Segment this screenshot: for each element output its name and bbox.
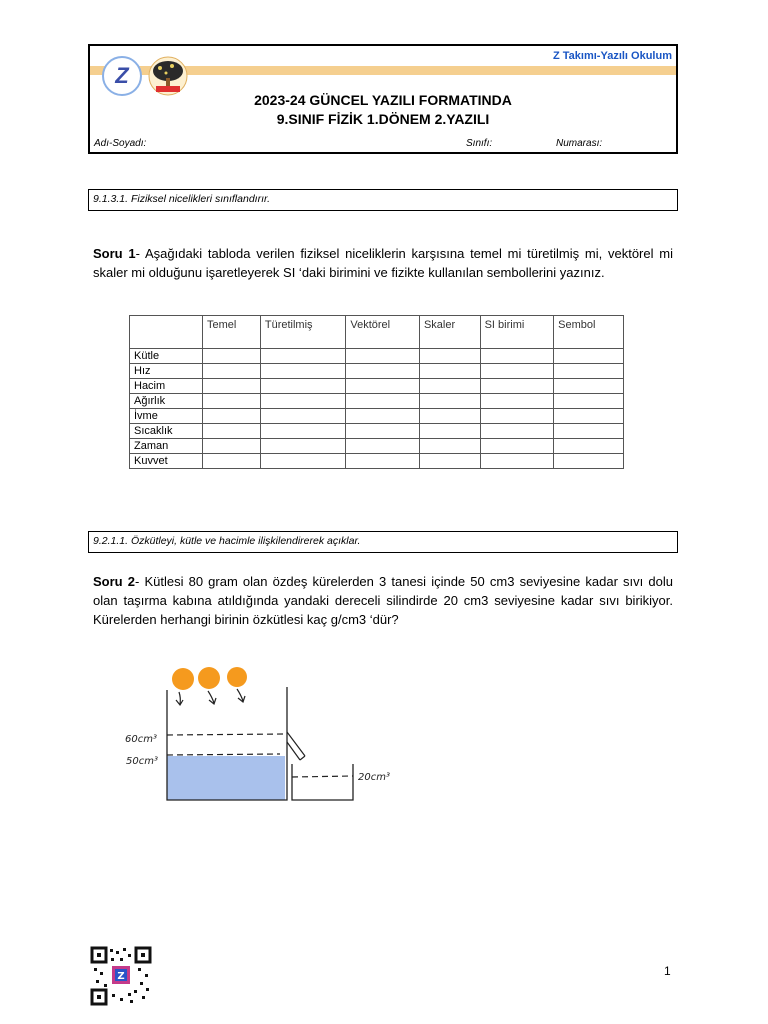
exam-title-line1: 2023-24 GÜNCEL YAZILI FORMATINDA xyxy=(254,92,512,108)
answer-cell[interactable] xyxy=(260,409,346,424)
answer-cell[interactable] xyxy=(554,379,624,394)
level-label-60: 60cm³ xyxy=(125,734,157,745)
answer-cell[interactable] xyxy=(346,439,420,454)
row-label: Kuvvet xyxy=(130,454,203,469)
question-1-label: Soru 1 xyxy=(93,246,136,261)
answer-cell[interactable] xyxy=(554,439,624,454)
answer-cell[interactable] xyxy=(480,364,554,379)
column-header: Vektörel xyxy=(346,316,420,349)
tree-logo-icon xyxy=(148,56,188,96)
number-label: Numarası: xyxy=(556,138,603,149)
table-row xyxy=(130,424,624,439)
column-header: Temel xyxy=(203,316,261,349)
row-label: İvme xyxy=(130,409,203,424)
answer-cell[interactable] xyxy=(346,394,420,409)
question-2 xyxy=(93,572,673,629)
table-header-row xyxy=(130,316,624,349)
objective-text-2: 9.2.1.1. Özkütleyi, kütle ve hacimle ilişkilendirerek açıklar. xyxy=(93,535,361,547)
page-number: 1 xyxy=(664,964,671,978)
table-row xyxy=(130,394,624,409)
answer-cell[interactable] xyxy=(346,424,420,439)
sphere-icon xyxy=(198,667,220,689)
table-row xyxy=(130,349,624,364)
answer-cell[interactable] xyxy=(203,409,261,424)
name-label: Adı-Soyadı: xyxy=(94,138,147,149)
qr-logo-letter: Z xyxy=(117,971,125,982)
question-2-text: - Kütlesi 80 gram olan özdeş kürelerden 3 tanesi içinde 50 cm3 seviyesine kadar sıvı dolu olan taşırma kabına atıldığında yandaki dereceli silindirde 20 cm3 seviyesine kadar sıvı birikiyor. Kürelerden herhangi birinin özkütlesi kaç g/cm3 ‘dür? xyxy=(93,574,673,627)
exam-header xyxy=(88,44,678,154)
z-logo-icon xyxy=(102,56,142,96)
row-label: Sıcaklık xyxy=(130,424,203,439)
answer-cell[interactable] xyxy=(203,364,261,379)
answer-cell[interactable] xyxy=(260,439,346,454)
table-row xyxy=(130,364,624,379)
answer-cell[interactable] xyxy=(419,379,480,394)
overflow-spout xyxy=(287,732,305,760)
answer-cell[interactable] xyxy=(480,454,554,469)
answer-cell[interactable] xyxy=(203,424,261,439)
row-label: Hacim xyxy=(130,379,203,394)
answer-cell[interactable] xyxy=(419,454,480,469)
answer-cell[interactable] xyxy=(203,394,261,409)
column-header: Türetilmiş xyxy=(260,316,346,349)
level-label-50: 50cm³ xyxy=(126,756,158,767)
answer-cell[interactable] xyxy=(260,394,346,409)
answer-cell[interactable] xyxy=(260,379,346,394)
row-label: Ağırlık xyxy=(130,394,203,409)
column-header: Sembol xyxy=(554,316,624,349)
answer-cell[interactable] xyxy=(554,349,624,364)
objective-text-1: 9.1.3.1. Fiziksel nicelikleri sınıflandırır. xyxy=(93,193,271,205)
question-1 xyxy=(93,244,673,282)
column-header: Skaler xyxy=(419,316,480,349)
answer-cell[interactable] xyxy=(419,364,480,379)
arrow-down-icon xyxy=(237,689,245,702)
answer-cell[interactable] xyxy=(346,364,420,379)
table-row xyxy=(130,454,624,469)
answer-cell[interactable] xyxy=(480,349,554,364)
answer-cell[interactable] xyxy=(480,409,554,424)
row-label: Hız xyxy=(130,364,203,379)
qr-code-icon xyxy=(90,946,152,1006)
answer-cell[interactable] xyxy=(346,379,420,394)
row-label: Zaman xyxy=(130,439,203,454)
answer-cell[interactable] xyxy=(419,439,480,454)
answer-cell[interactable] xyxy=(480,424,554,439)
logo-letter: Z xyxy=(115,63,129,88)
answer-cell[interactable] xyxy=(346,454,420,469)
answer-cell[interactable] xyxy=(260,454,346,469)
exam-title-line2: 9.SINIF FİZİK 1.DÖNEM 2.YAZILI xyxy=(276,111,490,127)
question-2-label: Soru 2 xyxy=(93,574,135,589)
answer-cell[interactable] xyxy=(203,454,261,469)
answer-cell[interactable] xyxy=(203,349,261,364)
answer-cell[interactable] xyxy=(554,409,624,424)
arrow-down-icon xyxy=(208,691,216,704)
answer-cell[interactable] xyxy=(260,349,346,364)
answer-cell[interactable] xyxy=(346,409,420,424)
row-label: Kütle xyxy=(130,349,203,364)
answer-cell[interactable] xyxy=(554,394,624,409)
answer-cell[interactable] xyxy=(554,424,624,439)
answer-cell[interactable] xyxy=(260,364,346,379)
arrow-down-icon xyxy=(176,692,183,705)
level-label-20: 20cm³ xyxy=(358,772,390,783)
table-corner-cell xyxy=(130,316,203,349)
answer-cell[interactable] xyxy=(419,424,480,439)
objective-box-1 xyxy=(88,189,678,211)
answer-cell[interactable] xyxy=(203,379,261,394)
answer-cell[interactable] xyxy=(346,349,420,364)
graduated-cylinder xyxy=(292,764,353,800)
answer-cell[interactable] xyxy=(480,394,554,409)
objective-box-2 xyxy=(88,531,678,553)
liquid-fill xyxy=(167,756,285,800)
table-row xyxy=(130,409,624,424)
question-1-text: - Aşağıdaki tabloda verilen fiziksel niceliklerin karşısına temel mi türetilmiş mi, vektörel mi skaler mi olduğunu işaretleyerek SI ‘daki birimini ve fizikte kullanılan sembollerini yazınız. xyxy=(93,246,673,280)
answer-cell[interactable] xyxy=(419,409,480,424)
column-header: SI birimi xyxy=(480,316,554,349)
class-label: Sınıfı: xyxy=(466,138,493,149)
table-row xyxy=(130,439,624,454)
overflow-vessel-diagram xyxy=(120,660,410,810)
table-row xyxy=(130,379,624,394)
sphere-icon xyxy=(227,667,247,687)
answer-cell[interactable] xyxy=(480,379,554,394)
answer-cell[interactable] xyxy=(554,454,624,469)
answer-cell[interactable] xyxy=(480,439,554,454)
answer-cell[interactable] xyxy=(203,439,261,454)
answer-cell[interactable] xyxy=(554,364,624,379)
brand-name: Z Takımı-Yazılı Okulum xyxy=(553,50,672,62)
quantities-table xyxy=(129,315,624,469)
answer-cell[interactable] xyxy=(260,424,346,439)
answer-cell[interactable] xyxy=(419,349,480,364)
sphere-icon xyxy=(172,668,194,690)
answer-cell[interactable] xyxy=(419,394,480,409)
